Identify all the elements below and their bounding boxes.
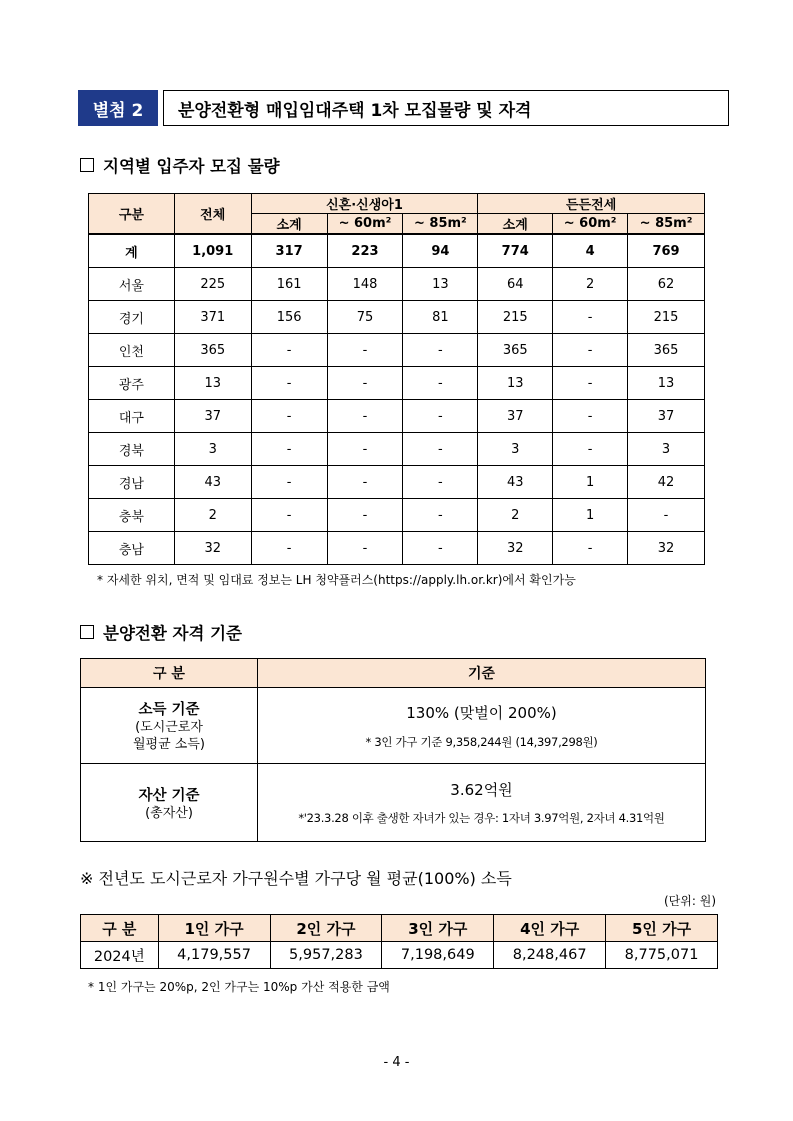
table-cell: - <box>628 499 705 532</box>
income-table-note: * 1인 가구는 20%p, 2인 가구는 10%p 가산 적용한 금액 <box>88 980 390 994</box>
income-header-cell: 3인 가구 <box>382 915 494 942</box>
table-cell: 3 <box>174 433 251 466</box>
table-cell: 인천 <box>89 334 175 367</box>
region-table-note: * 자세한 위치, 면적 및 임대료 정보는 LH 청약플러스(https://apply.lh.or.kr)에서 확인가능 <box>97 573 576 587</box>
qualification-table <box>80 658 706 842</box>
section-heading-qualification <box>80 620 242 644</box>
asset-label-cell <box>81 764 258 842</box>
section-heading-text: 분양전환 자격 기준 <box>103 624 243 643</box>
income-header-cell: 1인 가구 <box>158 915 270 942</box>
income-table-heading: ※ 전년도 도시근로자 가구원수별 가구당 월 평균(100%) 소득 <box>80 869 512 888</box>
income-header-cell: 4인 가구 <box>494 915 606 942</box>
table-cell: 13 <box>403 268 478 301</box>
table-cell: 경북 <box>89 433 175 466</box>
table-cell: 5,957,283 <box>270 942 382 969</box>
table-cell: - <box>403 466 478 499</box>
table-cell: 156 <box>251 301 327 334</box>
income-criteria-cell <box>258 688 706 764</box>
income-note: * 3인 가구 기준 9,358,244원 (14,397,298원) <box>365 734 598 749</box>
table-cell: 365 <box>478 334 553 367</box>
table-cell: 32 <box>478 532 553 565</box>
table-cell: - <box>327 334 403 367</box>
table-cell: - <box>553 400 628 433</box>
table-cell: 충북 <box>89 499 175 532</box>
table-cell: 371 <box>174 301 251 334</box>
table-row-income <box>81 688 706 764</box>
table-cell: 42 <box>628 466 705 499</box>
table-cell: 223 <box>327 234 403 268</box>
unit-label: (단위: 원) <box>664 894 716 908</box>
sub-header-cell: ~ 85m² <box>403 214 478 235</box>
sub-header-cell: 소계 <box>478 214 553 235</box>
table-cell: 3 <box>478 433 553 466</box>
table-cell: 62 <box>628 268 705 301</box>
table-row <box>89 433 705 466</box>
checkbox-square-icon <box>80 625 94 639</box>
table-cell: 75 <box>327 301 403 334</box>
table-cell: - <box>553 532 628 565</box>
table-cell: 365 <box>628 334 705 367</box>
page-number: - 4 - <box>383 1055 410 1070</box>
section-heading-text: 지역별 입주자 모집 물량 <box>103 157 280 176</box>
table-row <box>89 301 705 334</box>
table-cell: 94 <box>403 234 478 268</box>
table-cell: - <box>403 400 478 433</box>
table-cell: 13 <box>478 367 553 400</box>
table-cell: 43 <box>478 466 553 499</box>
table-cell: - <box>553 433 628 466</box>
sub-header-cell: 소계 <box>251 214 327 235</box>
table-cell: 64 <box>478 268 553 301</box>
table-cell: 215 <box>478 301 553 334</box>
header-category: 구 분 <box>81 659 258 688</box>
table-cell: - <box>251 499 327 532</box>
table-cell: 4,179,557 <box>158 942 270 969</box>
table-cell: 경기 <box>89 301 175 334</box>
table-cell: 148 <box>327 268 403 301</box>
table-cell: 8,775,071 <box>606 942 718 969</box>
asset-note: *'23.3.28 이후 출생한 자녀가 있는 경우: 1자녀 3.97억원, 2자녀 4.31억원 <box>298 811 665 825</box>
table-cell: - <box>403 433 478 466</box>
table-cell: 1 <box>553 499 628 532</box>
table-row <box>89 499 705 532</box>
table-cell: 32 <box>174 532 251 565</box>
income-label-sub2: 월평균 소득) <box>133 737 205 752</box>
asset-label: 자산 기준 <box>138 787 200 804</box>
table-cell: 1 <box>553 466 628 499</box>
table-cell: 13 <box>628 367 705 400</box>
table-cell: 37 <box>628 400 705 433</box>
table-cell: - <box>327 532 403 565</box>
sub-header-cell: ~ 60m² <box>553 214 628 235</box>
table-cell: - <box>251 334 327 367</box>
table-cell: 225 <box>174 268 251 301</box>
table-cell: - <box>553 334 628 367</box>
table-cell: - <box>403 367 478 400</box>
table-cell: 774 <box>478 234 553 268</box>
table-cell: - <box>403 532 478 565</box>
table-row <box>89 268 705 301</box>
table-cell: - <box>327 367 403 400</box>
household-income-table <box>80 914 718 969</box>
table-cell: 8,248,467 <box>494 942 606 969</box>
table-cell: 2024년 <box>81 942 159 969</box>
income-header-cell: 구 분 <box>81 915 159 942</box>
table-row <box>89 367 705 400</box>
sub-header-cell: ~ 85m² <box>628 214 705 235</box>
table-cell: 충남 <box>89 532 175 565</box>
table-cell: 1,091 <box>174 234 251 268</box>
table-cell: 32 <box>628 532 705 565</box>
attachment-tag: 별첨 2 <box>78 90 158 126</box>
table-cell: 7,198,649 <box>382 942 494 969</box>
table-cell: - <box>251 400 327 433</box>
table-cell: 37 <box>478 400 553 433</box>
table-row <box>89 532 705 565</box>
table-cell: 769 <box>628 234 705 268</box>
table-cell: - <box>251 367 327 400</box>
income-label: 소득 기준 <box>138 702 200 718</box>
table-row-asset <box>81 764 706 842</box>
table-cell: - <box>251 466 327 499</box>
asset-criteria-cell <box>258 764 706 842</box>
table-cell: - <box>327 466 403 499</box>
table-cell: - <box>327 433 403 466</box>
table-cell: - <box>251 532 327 565</box>
header-group-newlywed: 신혼·신생아1 <box>251 194 478 214</box>
page-title: 분양전환형 매입임대주택 1차 모집물량 및 자격 <box>163 90 729 126</box>
section-heading-region <box>80 153 280 177</box>
header-criteria: 기준 <box>258 659 706 688</box>
table-cell: 광주 <box>89 367 175 400</box>
title-row <box>78 90 729 126</box>
table-cell: - <box>553 301 628 334</box>
income-label-cell <box>81 688 258 764</box>
table-cell: 365 <box>174 334 251 367</box>
header-group-jeonse: 든든전세 <box>478 194 705 214</box>
table-cell: 317 <box>251 234 327 268</box>
table-cell: 2 <box>553 268 628 301</box>
table-cell: 161 <box>251 268 327 301</box>
income-label-sub1: (도시근로자 <box>135 720 203 735</box>
asset-label-sub: (총자산) <box>145 805 193 821</box>
table-cell: 대구 <box>89 400 175 433</box>
table-cell: - <box>251 433 327 466</box>
table-cell: 4 <box>553 234 628 268</box>
table-cell: - <box>553 367 628 400</box>
income-header-cell: 2인 가구 <box>270 915 382 942</box>
header-region: 구분 <box>89 194 175 235</box>
table-row <box>89 334 705 367</box>
income-header-cell: 5인 가구 <box>606 915 718 942</box>
table-cell: - <box>403 334 478 367</box>
table-cell: - <box>327 499 403 532</box>
table-cell: 43 <box>174 466 251 499</box>
header-total: 전체 <box>174 194 251 235</box>
table-cell: 2 <box>478 499 553 532</box>
table-cell: 81 <box>403 301 478 334</box>
table-row <box>89 400 705 433</box>
table-cell: 3 <box>628 433 705 466</box>
table-cell: 215 <box>628 301 705 334</box>
table-cell: 서울 <box>89 268 175 301</box>
table-row-total <box>89 234 705 268</box>
table-cell: 계 <box>89 234 175 268</box>
table-cell: 13 <box>174 367 251 400</box>
table-cell: - <box>403 499 478 532</box>
table-cell: 2 <box>174 499 251 532</box>
table-cell: 37 <box>174 400 251 433</box>
table-row <box>89 466 705 499</box>
income-value: 130% (맞벌이 200%) <box>406 703 557 722</box>
asset-value: 3.62억원 <box>450 781 513 799</box>
table-cell: 경남 <box>89 466 175 499</box>
table-row <box>81 942 718 969</box>
sub-header-cell: ~ 60m² <box>327 214 403 235</box>
table-cell: - <box>327 400 403 433</box>
checkbox-square-icon <box>80 158 94 172</box>
region-recruitment-table <box>88 193 705 565</box>
